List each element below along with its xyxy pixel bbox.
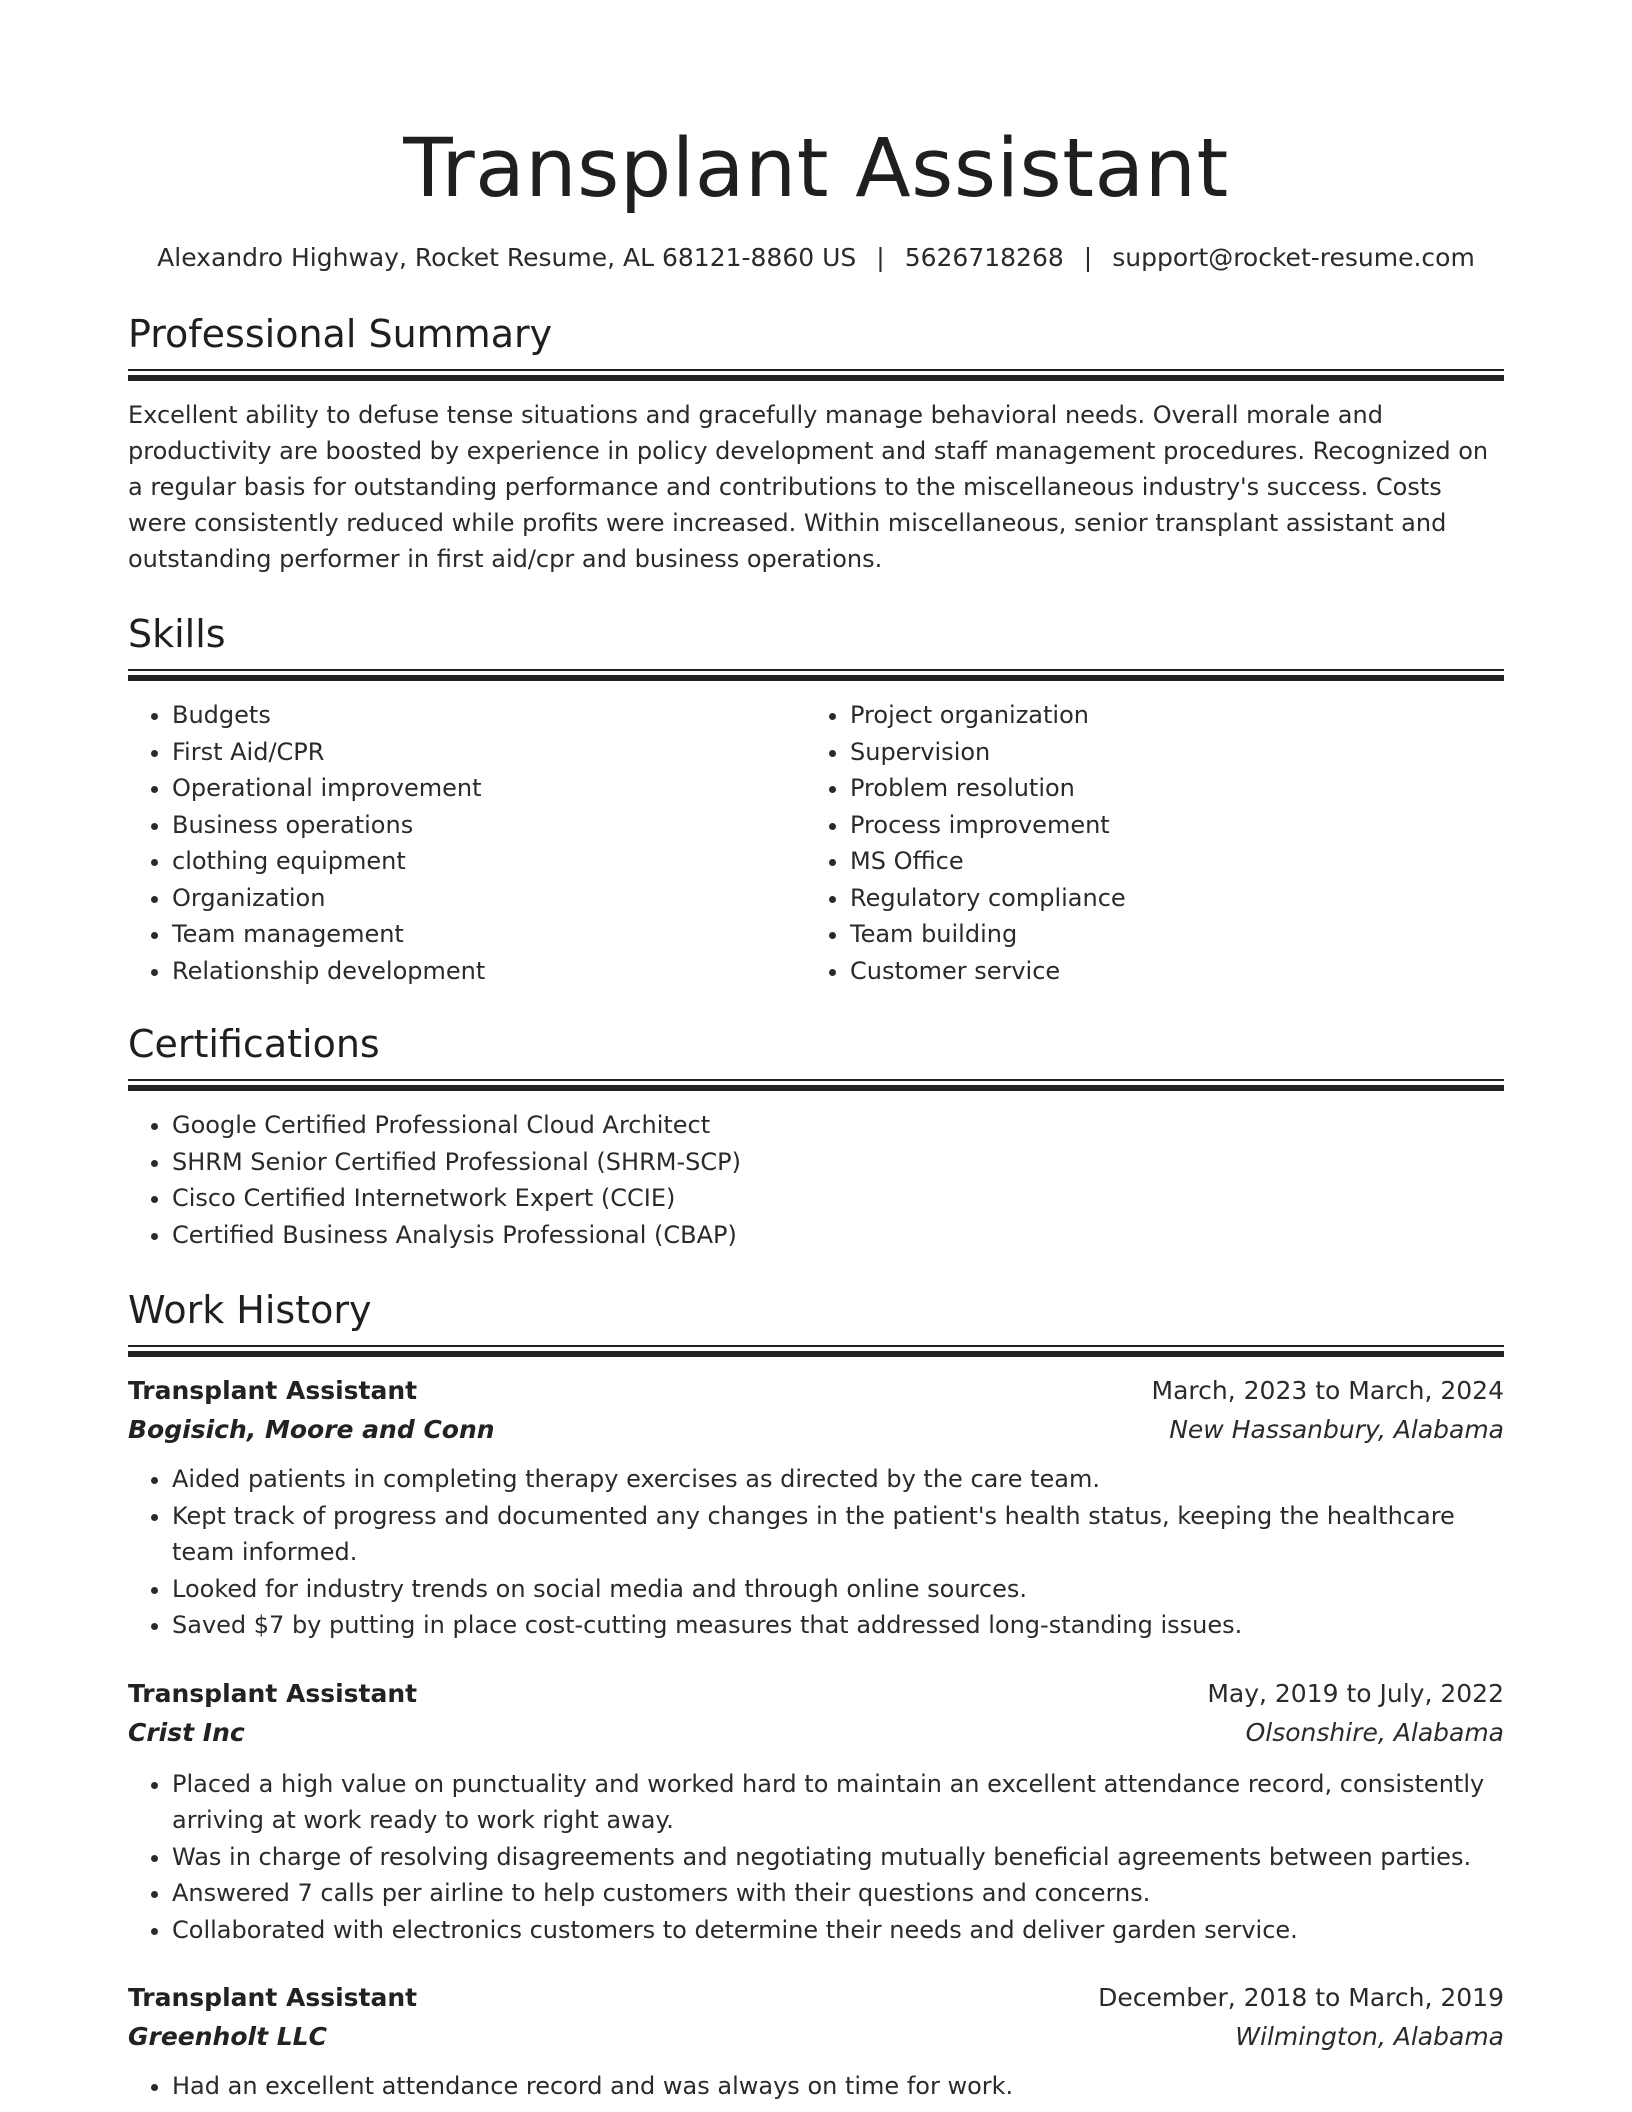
summary-text: Excellent ability to defuse tense situations and gracefully manage behavioral needs. Overall morale and productivity are boosted by experience in policy development and staff management procedures. Recognized on a regular basis for outstanding performance and contributions to the miscellaneous industry's success. Costs were consistently reduced while profits were increased. Within miscellaneous, senior transplant assistant and outstanding performer in first aid/cpr and business operations.	[128, 401, 1489, 573]
job-bullet: • Answered 7 calls per airline to help customers with their questions and concerns.	[172, 1875, 1504, 1912]
job-bullet: • Collaborated with electronics customers to determine their needs and deliver garden service.	[172, 1912, 1504, 1949]
skill-item: • Team management	[172, 916, 806, 953]
job-company: Greenholt LLC	[128, 2022, 327, 2051]
job-location: Olsonshire, Alabama	[1245, 1717, 1504, 1747]
resume-title: Transplant Assistant	[403, 122, 1229, 216]
section-divider	[128, 669, 1504, 681]
skill-item: • Problem resolution	[850, 770, 1484, 807]
job-title: Transplant Assistant	[128, 1678, 418, 1708]
contact-address: Alexandro Highway, Rocket Resume, AL 68121-8860 US	[157, 243, 857, 272]
job-bullet: • Kept track of progress and documented any changes in the patient's health status, keeping the healthcare team informed.	[172, 1498, 1504, 1571]
skills-columns	[128, 697, 1504, 989]
job-entry	[128, 1371, 1504, 1644]
summary-section	[128, 309, 1504, 577]
skill-item: • Business operations	[172, 807, 806, 844]
job-bullet: • Placed a high value on punctuality and worked hard to maintain an excellent attendance record, consistently arriving at work ready to work right away.	[172, 1766, 1504, 1839]
skills-section	[128, 609, 1504, 989]
skill-item: • MS Office	[850, 843, 1484, 880]
skill-item: • Organization	[172, 880, 806, 917]
job-dates: March, 2023 to March, 2024	[1151, 1376, 1504, 1405]
job-bullets	[128, 1766, 1504, 1949]
certifications-section	[128, 1019, 1504, 1253]
job-header-row	[128, 1371, 1504, 1410]
contact-separator: |	[876, 243, 885, 272]
skills-column-left	[128, 697, 806, 989]
section-divider	[128, 1345, 1504, 1357]
skill-item: • Process improvement	[850, 807, 1484, 844]
job-company-row	[128, 1410, 1504, 1449]
skill-item: • Operational improvement	[172, 770, 806, 807]
section-heading-summary: Professional Summary	[128, 312, 553, 356]
job-company: Crist Inc	[128, 1717, 245, 1747]
job-header-row	[128, 1674, 1504, 1713]
job-header-row	[128, 1978, 1504, 2017]
skills-list-left	[128, 697, 806, 989]
job-bullets	[128, 2068, 1504, 2105]
skill-item: • Team building	[850, 916, 1484, 953]
skill-item: • Customer service	[850, 953, 1484, 990]
skill-item: • Supervision	[850, 734, 1484, 771]
skill-item: • clothing equipment	[172, 843, 806, 880]
job-dates: May, 2019 to July, 2022	[1207, 1678, 1504, 1708]
certification-item: • Cisco Certified Internetwork Expert (CCIE)	[172, 1180, 1504, 1217]
job-company-row	[128, 1713, 1504, 1752]
job-title: Transplant Assistant	[128, 1376, 418, 1405]
skill-item: • First Aid/CPR	[172, 734, 806, 771]
job-bullet: • Had an excellent attendance record and was always on time for work.	[172, 2068, 1504, 2105]
job-bullet: • Looked for industry trends on social media and through online sources.	[172, 1571, 1504, 1608]
job-location: Wilmington, Alabama	[1235, 2022, 1504, 2051]
skill-item: • Regulatory compliance	[850, 880, 1484, 917]
skill-item: • Project organization	[850, 697, 1484, 734]
job-location: New Hassanbury, Alabama	[1169, 1415, 1504, 1444]
job-dates: December, 2018 to March, 2019	[1098, 1983, 1504, 2012]
skills-list-right	[806, 697, 1484, 989]
job-company-row	[128, 2017, 1504, 2056]
contact-line	[128, 241, 1504, 275]
skills-column-right	[806, 697, 1484, 989]
resume-page	[128, 0, 1504, 2105]
work-history-section	[128, 1285, 1504, 2105]
contact-email: support@rocket-resume.com	[1112, 243, 1475, 272]
contact-separator: |	[1083, 243, 1093, 272]
certification-item: • Certified Business Analysis Professional (CBAP)	[172, 1217, 1504, 1254]
certification-item: • SHRM Senior Certified Professional (SHRM-SCP)	[172, 1144, 1504, 1181]
job-bullet: • Aided patients in completing therapy exercises as directed by the care team.	[172, 1461, 1504, 1498]
skill-item: • Relationship development	[172, 953, 806, 990]
job-company: Bogisich, Moore and Conn	[128, 1415, 495, 1444]
job-title: Transplant Assistant	[128, 1983, 418, 2012]
section-heading-skills: Skills	[128, 612, 226, 656]
job-entry	[128, 1674, 1504, 1949]
section-divider	[128, 369, 1504, 381]
job-bullets	[128, 1461, 1504, 1644]
certification-item: • Google Certified Professional Cloud Architect	[172, 1107, 1504, 1144]
job-bullet: • Was in charge of resolving disagreements and negotiating mutually beneficial agreements between parties.	[172, 1839, 1504, 1876]
skill-item: • Budgets	[172, 697, 806, 734]
job-bullet: • Saved $7 by putting in place cost-cutting measures that addressed long-standing issues.	[172, 1607, 1504, 1644]
section-heading-certifications: Certifications	[128, 1022, 380, 1066]
section-heading-work-history: Work History	[128, 1288, 372, 1332]
contact-phone: 5626718268	[904, 243, 1064, 272]
section-divider	[128, 1079, 1504, 1091]
job-entry	[128, 1978, 1504, 2105]
certifications-list	[128, 1107, 1504, 1253]
